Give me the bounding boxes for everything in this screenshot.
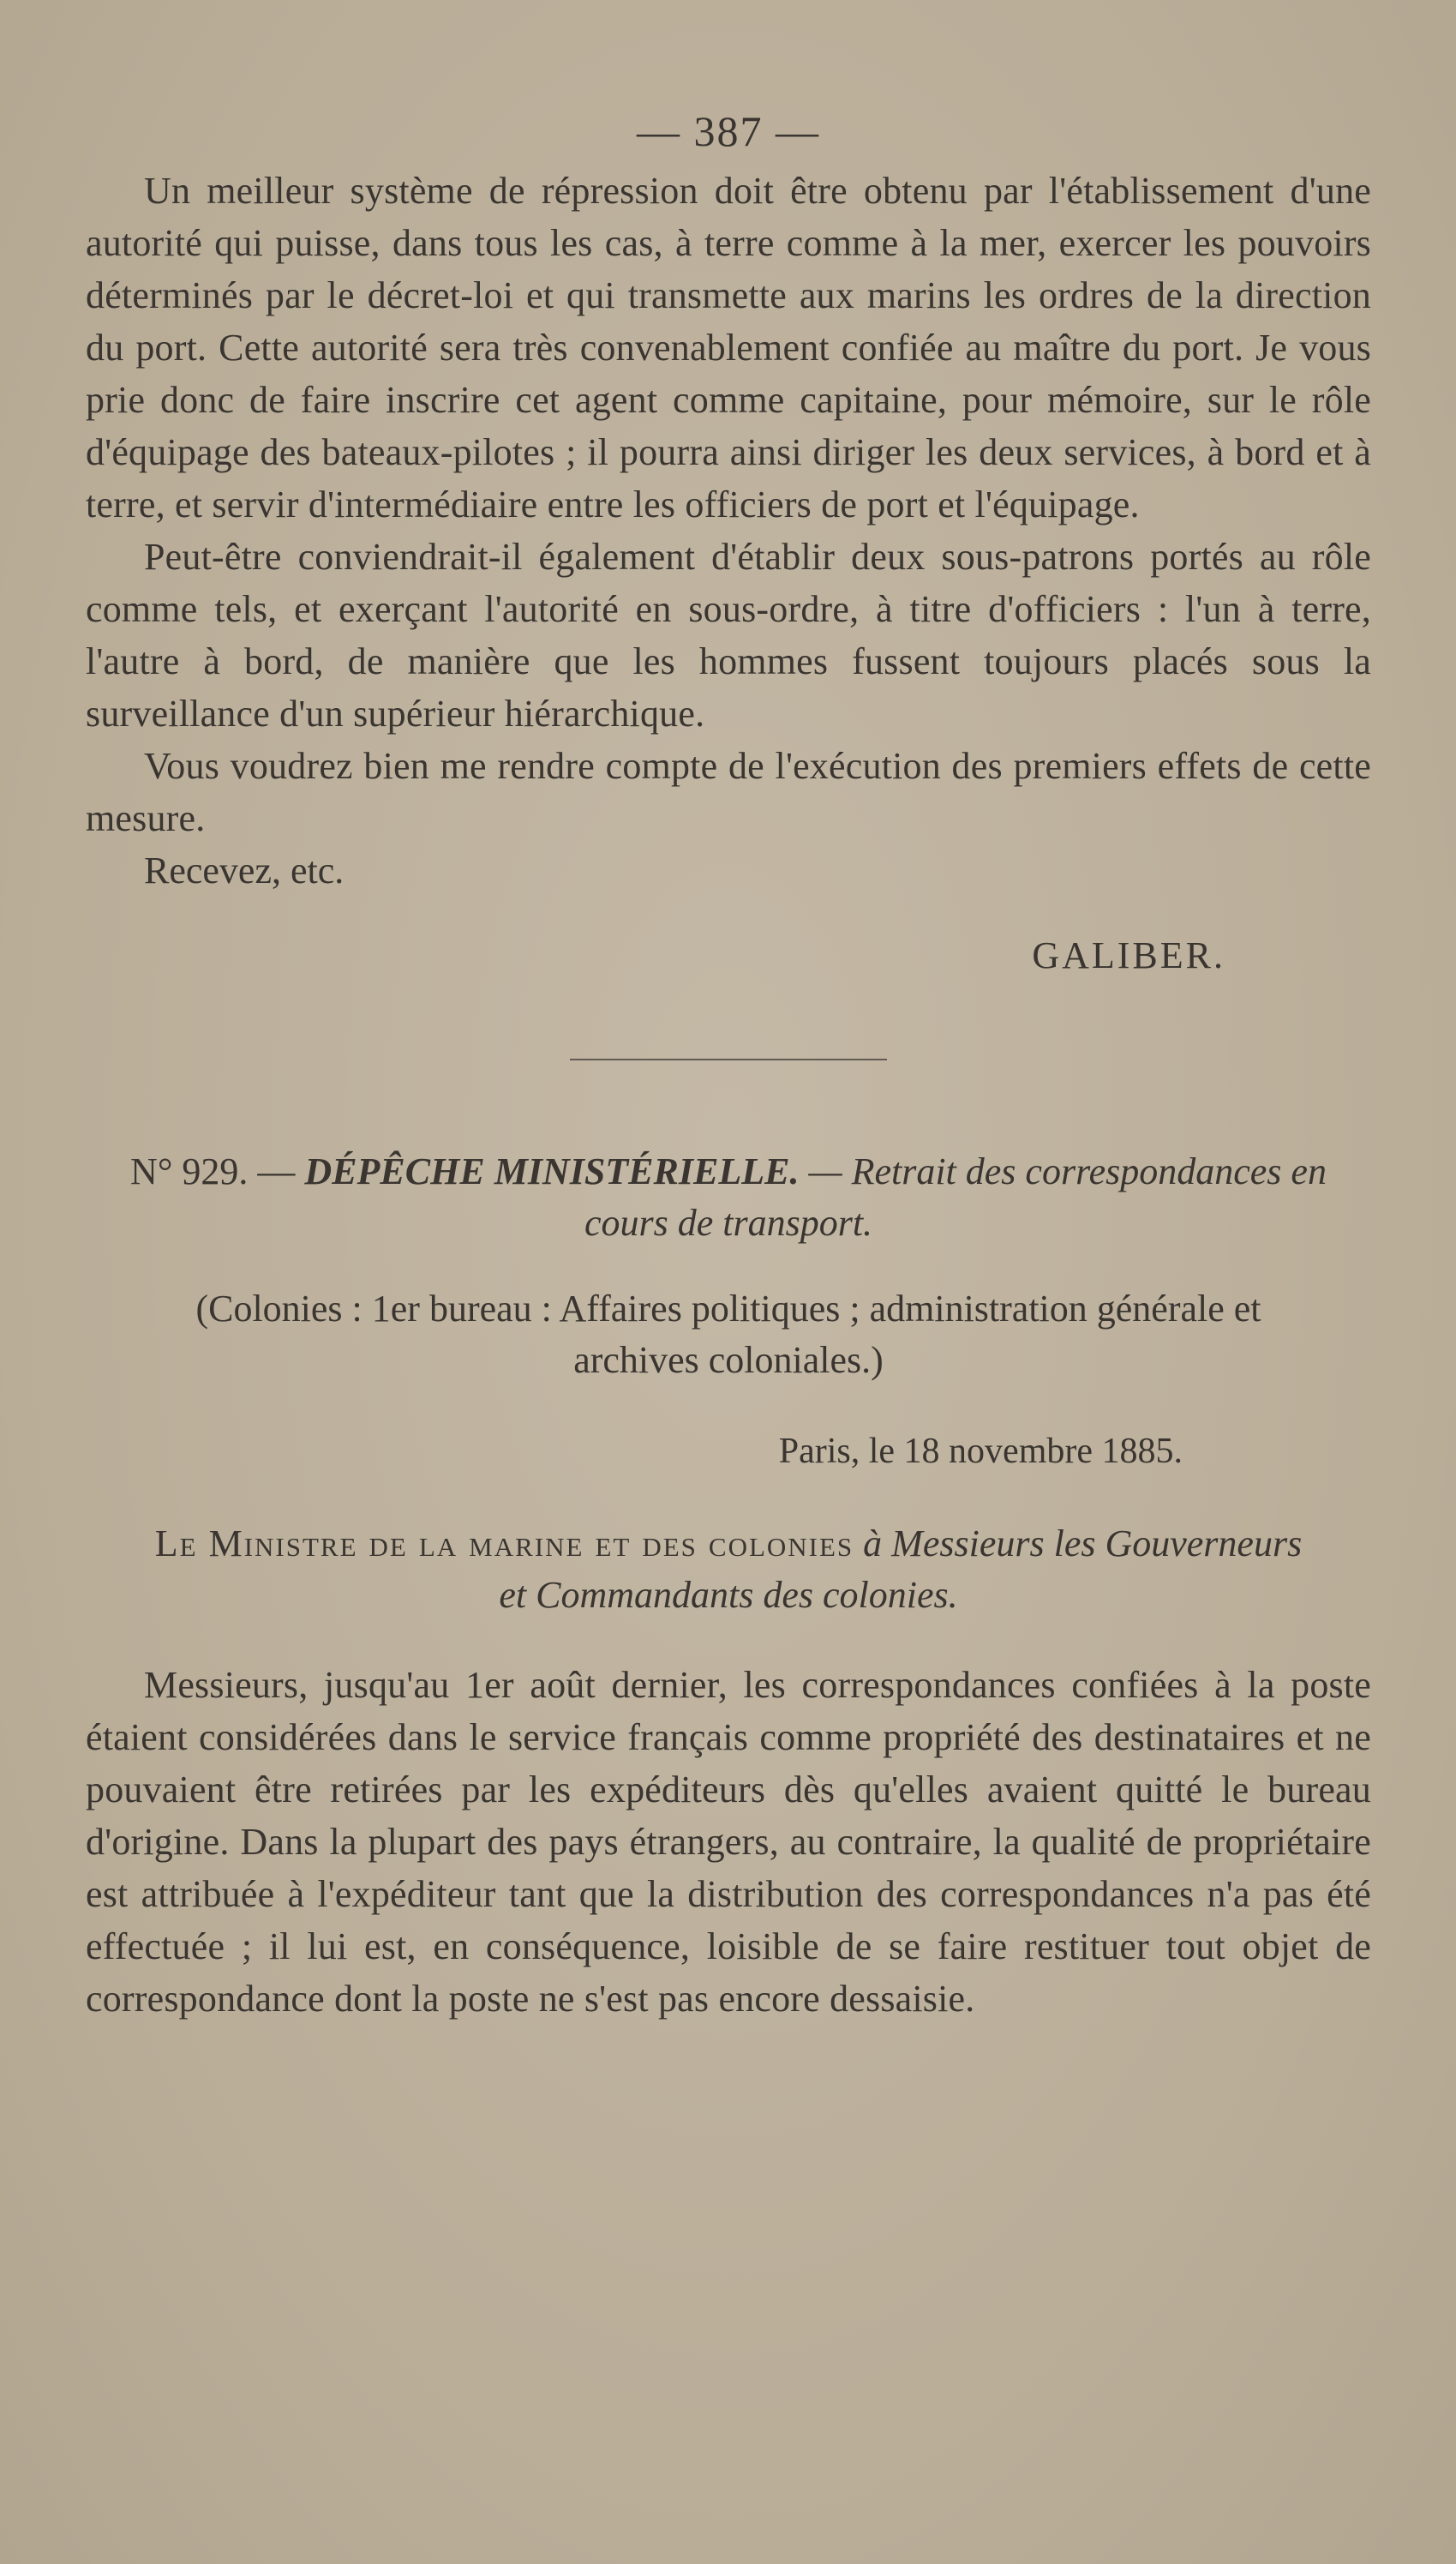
bureau-line: (Colonies : 1er bureau : Affaires politiques ; administration générale et archives coloniales.) (195, 1288, 1261, 1381)
paragraph-1: Un meilleur système de répression doit être obtenu par l'établissement d'une autorité qui puisse, dans tous les cas, à terre comme à la mer, exercer les pouvoirs déterminés par le décret-loi et qui transmette aux marins les ordres de la direction du port. Cette autorité sera très convenablement confiée au maître du port. Je vous prie donc de faire inscrire cet agent comme capitaine, pour mémoire, sur le rôle d'équipage des bateaux-pilotes ; il pourra ainsi diriger les deux services, à bord et à terre, et servir d'intermédiaire entre les officiers de port et l'équipage. (86, 170, 1371, 525)
document-heading (86, 1146, 1371, 1249)
text-column (86, 101, 1371, 2025)
document-subject: — Retrait des correspondances en cours de transport. (584, 1150, 1327, 1244)
address-recipient: à Messieurs les Gouverneurs et Commandants des colonies. (499, 1522, 1303, 1616)
address-sender: Le Ministre de la marine et des colonies (154, 1522, 854, 1564)
page-number: — 387 — (637, 107, 820, 155)
paragraph-2: Peut-être conviendrait-il également d'établir deux sous-patrons portés au rôle comme tels, et exerçant l'autorité en sous-ordre, à titre d'officiers : l'un à terre, l'autre à bord, de manière que les hommes fussent toujours placés sous la surveillance d'un supérieur hiérarchique. (86, 536, 1371, 735)
place-date: Paris, le 18 novembre 1885. (778, 1432, 1183, 1471)
body-paragraph: Messieurs, jusqu'au 1er août dernier, les correspondances confiées à la poste étaient considérées dans le service français comme propriété des destinataires et ne pouvaient être retirées par les expéditeurs dès qu'elles avaient quitté le bureau d'origine. Dans la plupart des pays étrangers, au contraire, la qualité de propriétaire est attribuée à l'expéditeur tant que la distribution des correspondances n'a pas été effectuée ; il lui est, en conséquence, loisible de se faire restituer tout objet de correspondance dont la poste ne s'est pas encore dessaisie. (86, 1664, 1371, 2020)
closing-formula: Recevez, etc. (144, 850, 345, 892)
section-divider (570, 1059, 887, 1060)
signature: GALIBER. (1032, 934, 1225, 976)
document-type: DÉPÊCHE MINISTÉRIELLE. (304, 1150, 800, 1192)
address-line (86, 1518, 1371, 1621)
document-number: N° 929. — (130, 1150, 296, 1192)
paragraph-3: Vous voudrez bien me rendre compte de l'exécution des premiers effets de cette mesure. (86, 745, 1371, 839)
